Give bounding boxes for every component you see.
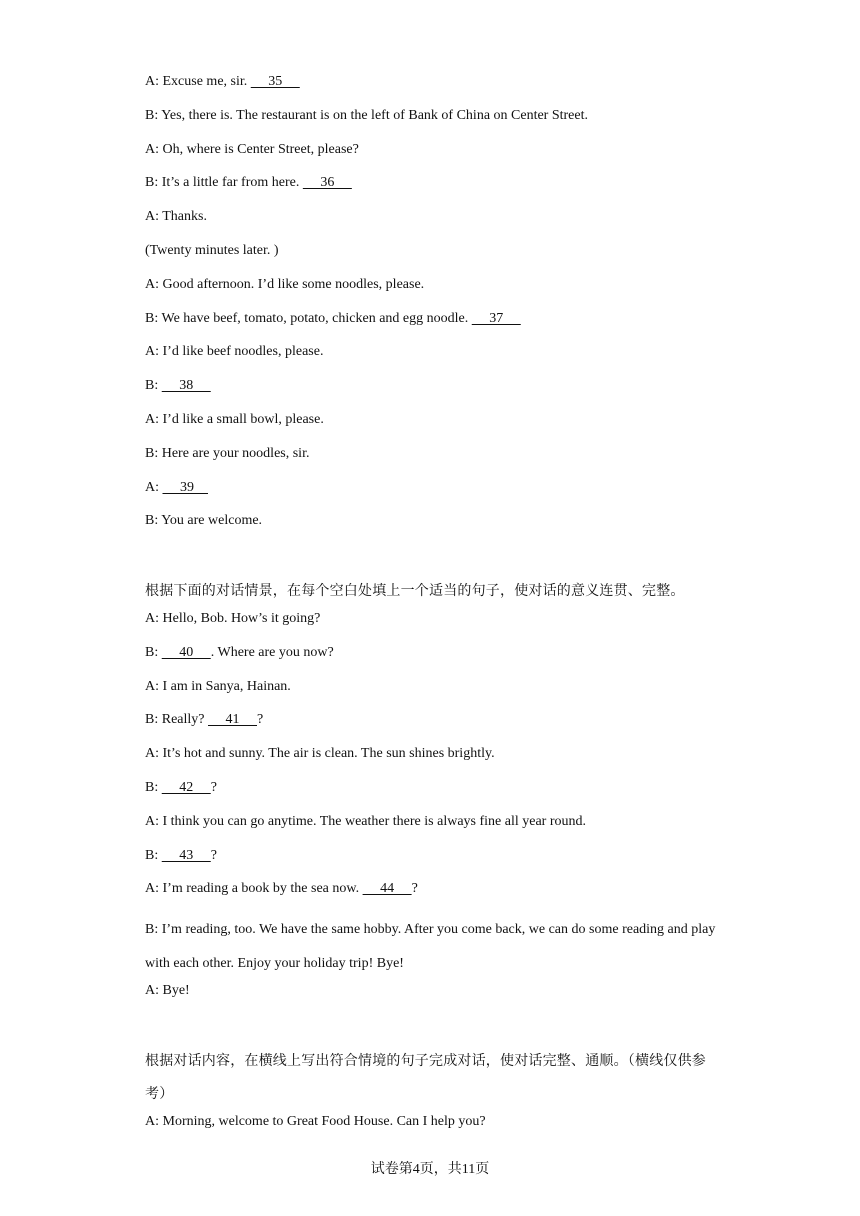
dialogue-line: B: You are welcome. bbox=[145, 513, 263, 529]
answer-blank-36[interactable]: 36 bbox=[302, 175, 352, 191]
dialogue-line: A: 39 bbox=[145, 479, 208, 495]
section-2 bbox=[145, 575, 725, 1001]
dialogue-line: B: 38 bbox=[145, 378, 211, 394]
answer-blank-40[interactable]: 40 bbox=[161, 644, 211, 660]
dialogue-long-line: B: I’m reading, too. We have the same hobby. After you come back, we can do some reading and play with each other. Enjoy your holiday trip! Bye! bbox=[145, 922, 716, 971]
section-2-instruction: 根据下面的对话情景，在每个空白处填上一个适当的句子，使对话的意义连贯、完整。 bbox=[145, 584, 685, 600]
dialogue-line: A: I am in Sanya, Hainan. bbox=[145, 678, 291, 694]
dialogue-line: A: Good afternoon. I’d like some noodles, please. bbox=[145, 276, 425, 292]
dialogue-line: (Twenty minutes later. ) bbox=[145, 242, 279, 258]
dialogue-line: B: It’s a little far from here. 36 bbox=[145, 175, 352, 191]
dialogue-line: B: 43 ? bbox=[145, 847, 217, 863]
dialogue-line: A: I’m reading a book by the sea now. 44 ? bbox=[145, 881, 418, 897]
answer-blank-39[interactable]: 39 bbox=[162, 479, 208, 495]
dialogue-line: A: Thanks. bbox=[145, 209, 207, 225]
dialogue-line: B: Really? 41 ? bbox=[145, 712, 264, 728]
dialogue-line: A: Hello, Bob. How’s it going? bbox=[145, 610, 321, 626]
dialogue-line: B: Here are your noodles, sir. bbox=[145, 445, 310, 461]
answer-blank-42[interactable]: 42 bbox=[161, 779, 211, 795]
answer-blank-44[interactable]: 44 bbox=[362, 881, 412, 897]
dialogue-line: B: Yes, there is. The restaurant is on the left of Bank of China on Center Street. bbox=[145, 107, 588, 123]
dialogue-1 bbox=[145, 72, 725, 531]
page-content bbox=[145, 72, 725, 1146]
dialogue-line: A: I’d like a small bowl, please. bbox=[145, 411, 324, 427]
answer-blank-35[interactable]: 35 bbox=[250, 74, 300, 89]
section-3 bbox=[145, 1045, 725, 1133]
answer-blank-37[interactable]: 37 bbox=[471, 310, 521, 326]
dialogue-line: A: It’s hot and sunny. The air is clean. The sun shines brightly. bbox=[145, 746, 495, 762]
section-gap bbox=[145, 545, 725, 575]
dialogue-line: A: Excuse me, sir. 35 bbox=[145, 74, 300, 89]
section-3-instruction: 根据对话内容，在横线上写出符合情境的句子完成对话，使对话完整、通顺。（横线仅供参考） bbox=[145, 1053, 706, 1103]
dialogue-line: B: 40 . Where are you now? bbox=[145, 644, 334, 660]
dialogue-line: A: I think you can go anytime. The weather there is always fine all year round. bbox=[145, 813, 586, 829]
dialogue-line: B: 42 ? bbox=[145, 779, 217, 795]
answer-blank-41[interactable]: 41 bbox=[208, 712, 257, 728]
dialogue-line: A: Morning, welcome to Great Food House. Can I help you? bbox=[145, 1114, 486, 1130]
page-footer: 试卷第4页，共11页 bbox=[370, 1162, 490, 1177]
answer-blank-43[interactable]: 43 bbox=[161, 847, 211, 863]
section-gap bbox=[145, 1015, 725, 1045]
dialogue-line: B: We have beef, tomato, potato, chicken and egg noodle. 37 bbox=[145, 310, 521, 326]
answer-blank-38[interactable]: 38 bbox=[161, 378, 211, 394]
dialogue-line: A: Oh, where is Center Street, please? bbox=[145, 141, 359, 157]
dialogue-line: A: Bye! bbox=[145, 982, 190, 998]
dialogue-line: A: I’d like beef noodles, please. bbox=[145, 344, 324, 360]
